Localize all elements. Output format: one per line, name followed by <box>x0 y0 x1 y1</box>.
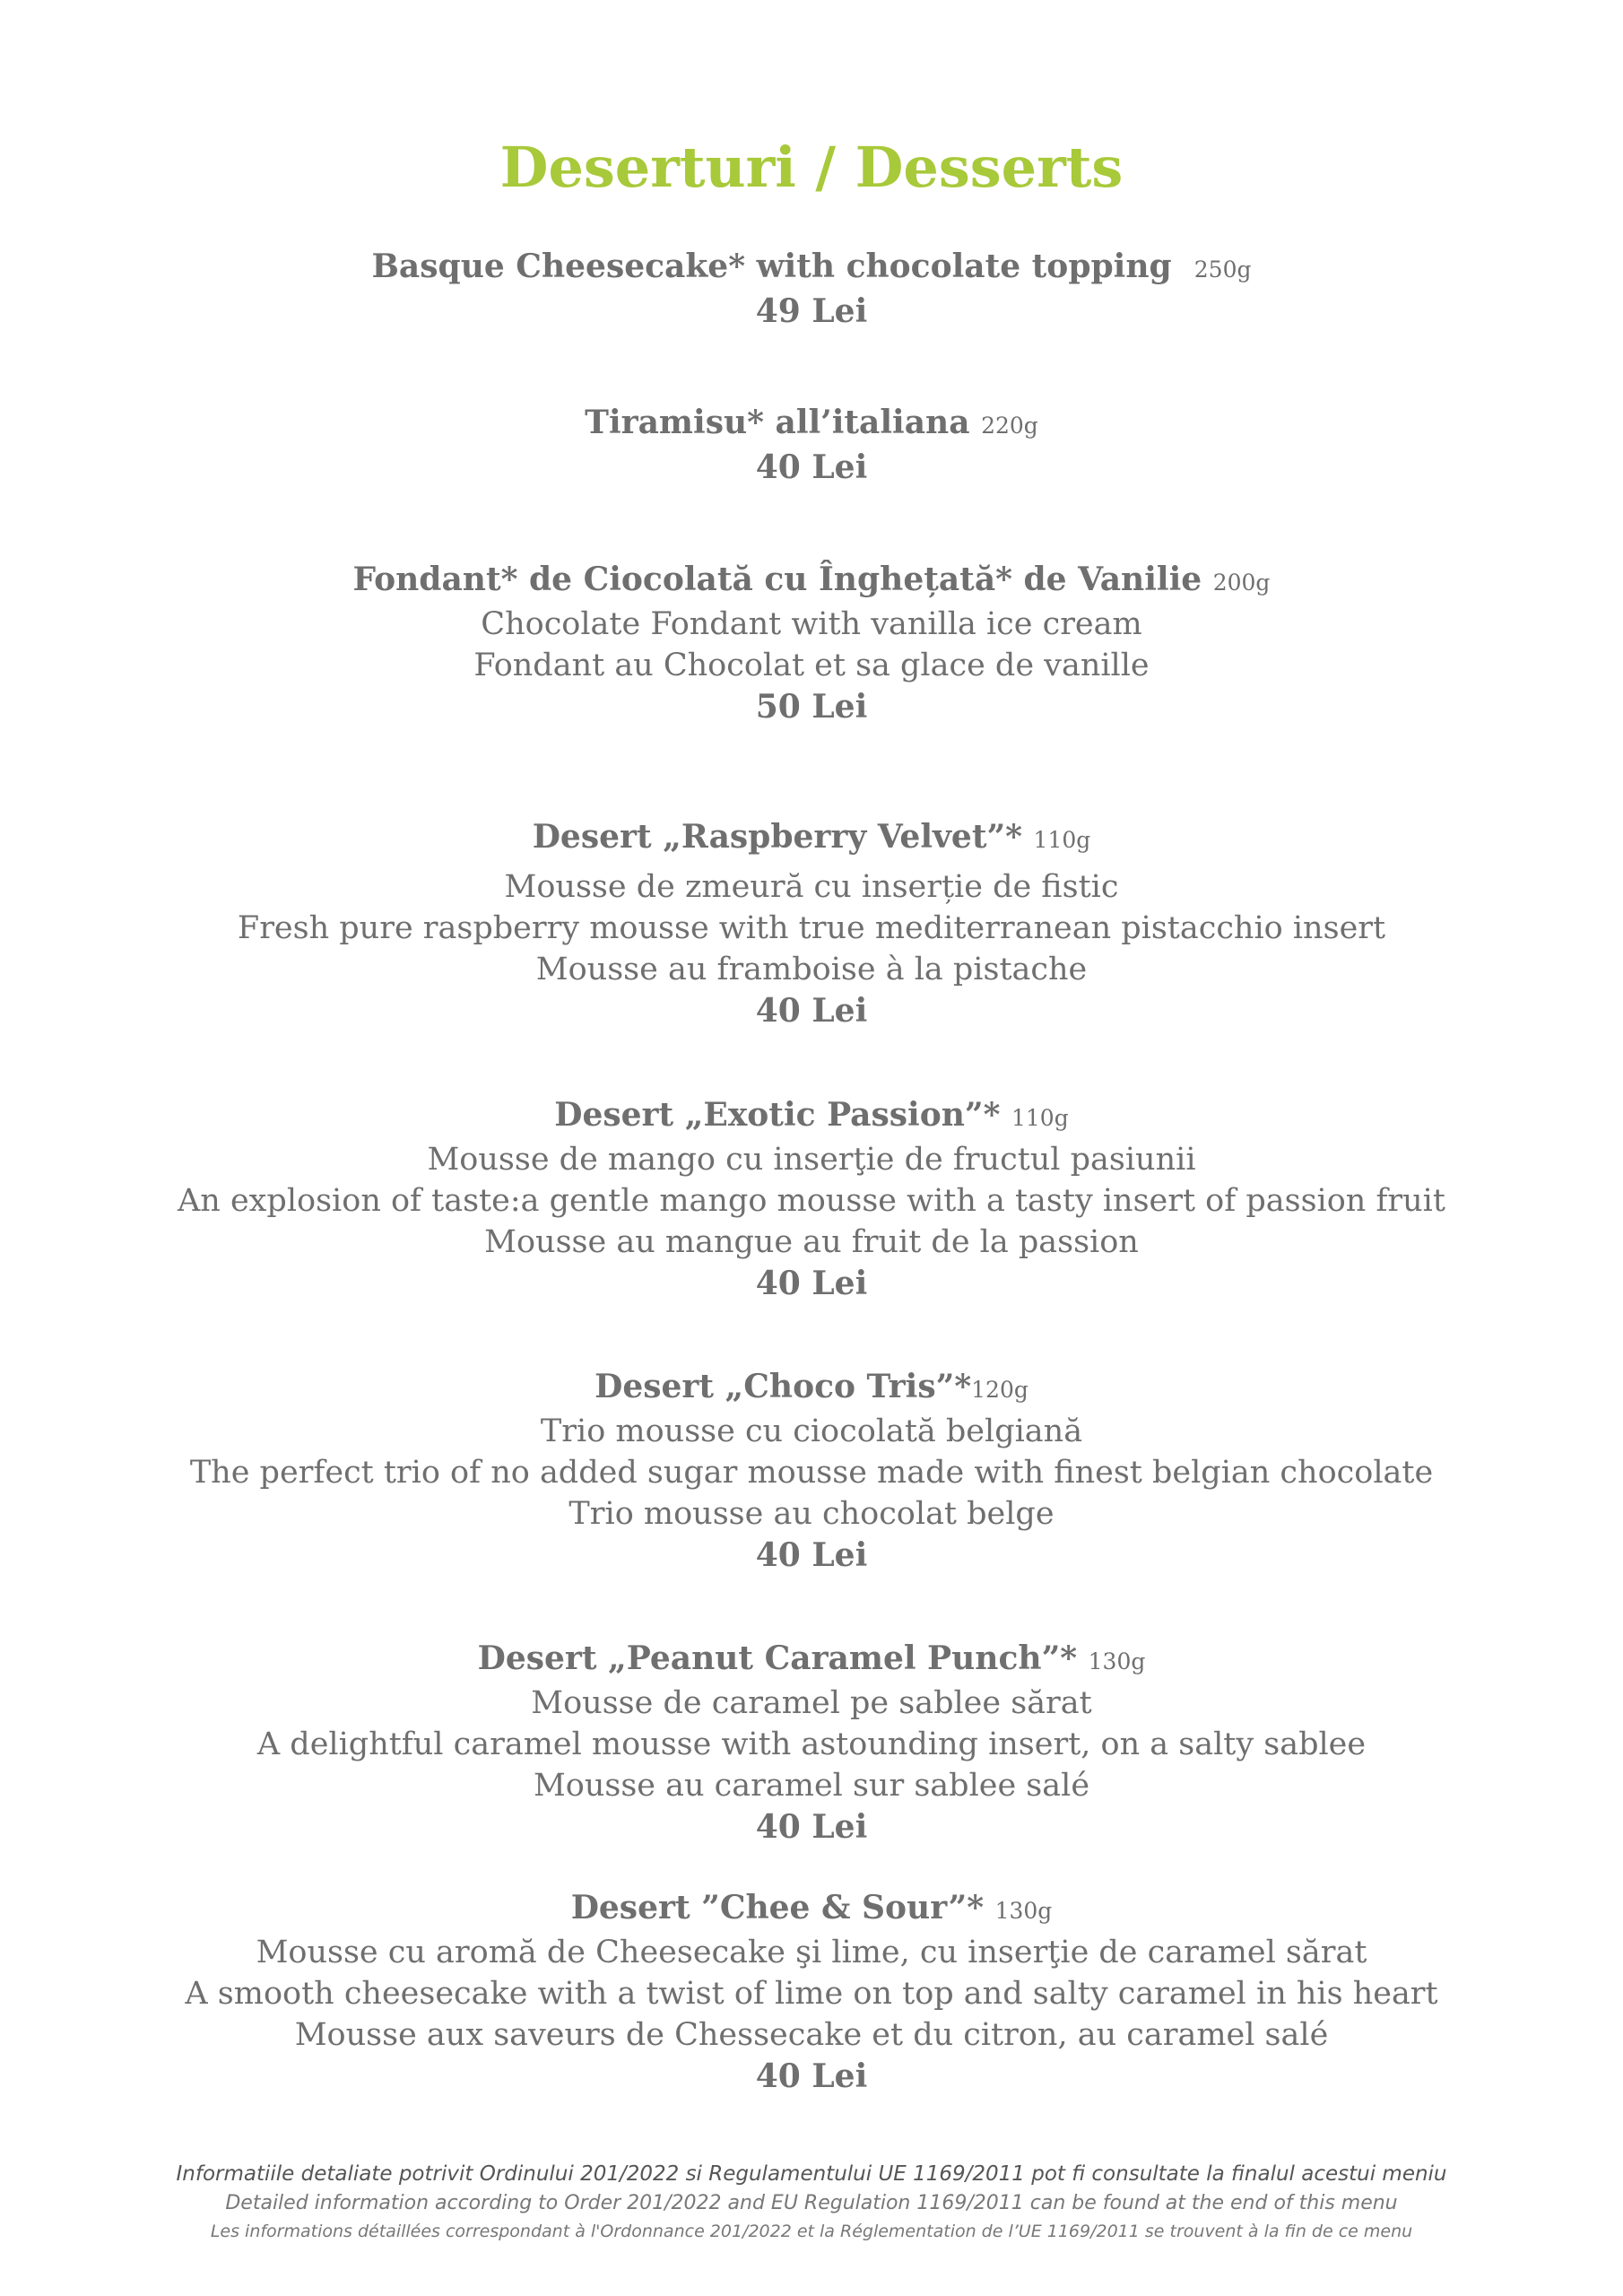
item-name: Desert „Choco Tris”* <box>595 1368 972 1405</box>
item-weight: 200g <box>1212 570 1271 596</box>
item-weight: 250g <box>1193 257 1252 283</box>
item-name: Desert „Raspberry Velvet”* <box>532 818 1022 856</box>
item-desc-en: The perfect trio of no added sugar mousse made with finest belgian chocolate <box>189 1455 1434 1491</box>
item-desc-fr: Mousse au framboise à la pistache <box>535 952 1088 987</box>
item-desc-ro: Mousse de mango cu inserţie de fructul pasiunii <box>427 1142 1196 1178</box>
item-desc-ro: Mousse cu aromă de Cheesecake şi lime, cu inserţie de caramel sărat <box>256 1935 1367 1970</box>
item-price: 40 Lei <box>755 1536 868 1574</box>
menu-item <box>0 559 1623 727</box>
item-desc-en: Fresh pure raspberry mousse with true mediterranean pistacchio insert <box>237 910 1386 946</box>
item-weight: 130g <box>1088 1648 1146 1674</box>
item-name: Desert ”Chee & Sour”* <box>570 1889 985 1926</box>
item-desc-ro: Mousse de caramel pe sablee sărat <box>531 1685 1092 1721</box>
item-name-line <box>0 559 1623 604</box>
item-name: Tiramisu* all’italiana <box>585 404 970 441</box>
item-price: 49 Lei <box>755 292 868 330</box>
footer-note-en: Detailed information according to Order 201/2022 and EU Regulation 1169/2011 can be found at the end of this menu <box>225 2192 1398 2214</box>
item-name: Basque Cheesecake* with chocolate topping <box>371 248 1172 285</box>
item-price: 50 Lei <box>755 688 868 726</box>
item-price: 40 Lei <box>755 2057 868 2095</box>
item-desc-fr: Mousse au caramel sur sablee salé <box>533 1768 1090 1804</box>
footer-note-fr: Les informations détaillées correspondant à l'Ordonnance 201/2022 et la Réglementation de l’UE 1169/2011 se trouvent à la fin de ce menu <box>210 2222 1413 2241</box>
item-desc-fr: Mousse aux saveurs de Chessecake et du citron, au caramel salé <box>294 2017 1329 2053</box>
item-name: Fondant* de Ciocolată cu Înghețată* de Vanilie <box>352 561 1202 598</box>
item-name-line <box>0 402 1623 447</box>
item-price: 40 Lei <box>755 448 868 486</box>
allergen-footer <box>0 2160 1623 2245</box>
item-weight: 120g <box>971 1377 1028 1403</box>
menu-item <box>0 1366 1623 1576</box>
item-weight: 130g <box>994 1898 1053 1924</box>
item-weight: 110g <box>1011 1105 1069 1131</box>
item-desc-fr: Mousse au mangue au fruit de la passion <box>484 1224 1139 1260</box>
item-desc-fr: Trio mousse au chocolat belge <box>568 1496 1055 1532</box>
item-price: 40 Lei <box>755 1265 868 1302</box>
item-desc-fr: Fondant au Chocolat et sa glace de vanille <box>473 648 1150 683</box>
item-name-line <box>0 1887 1623 1932</box>
item-weight: 220g <box>981 413 1038 439</box>
menu-item <box>0 402 1623 488</box>
item-name-line <box>0 246 1623 291</box>
item-price: 40 Lei <box>755 1808 868 1846</box>
page-title: Deserturi / Desserts <box>499 135 1124 200</box>
menu-item <box>0 1887 1623 2097</box>
item-desc-ro: Mousse de zmeură cu inserție de fistic <box>504 869 1119 905</box>
item-desc-en: A delightful caramel mousse with astounding insert, on a salty sablee <box>256 1726 1367 1762</box>
item-name: Desert „Exotic Passion”* <box>554 1096 1001 1134</box>
item-name-line <box>0 816 1623 861</box>
item-price: 40 Lei <box>755 992 868 1030</box>
item-desc-en: A smooth cheesecake with a twist of lime on top and salty caramel in his heart <box>185 1976 1438 2012</box>
item-name-line <box>0 1366 1623 1411</box>
menu-item <box>0 1638 1623 1848</box>
menu-item <box>0 1094 1623 1304</box>
item-desc-en: Chocolate Fondant with vanilla ice cream <box>481 606 1142 642</box>
item-name-line <box>0 1094 1623 1139</box>
item-desc-ro: Trio mousse cu ciocolată belgiană <box>540 1413 1083 1449</box>
item-name: Desert „Peanut Caramel Punch”* <box>477 1639 1078 1677</box>
item-desc-en: An explosion of taste:a gentle mango mousse with a tasty insert of passion fruit <box>178 1183 1445 1219</box>
item-name-line <box>0 1638 1623 1683</box>
footer-note-ro: Informatiile detaliate potrivit Ordinului 201/2022 si Regulamentului UE 1169/2011 pot fi consultate la finalul acestui meniu <box>176 2162 1447 2186</box>
menu-item <box>0 816 1623 1031</box>
menu-item <box>0 246 1623 332</box>
item-weight: 110g <box>1033 827 1091 853</box>
